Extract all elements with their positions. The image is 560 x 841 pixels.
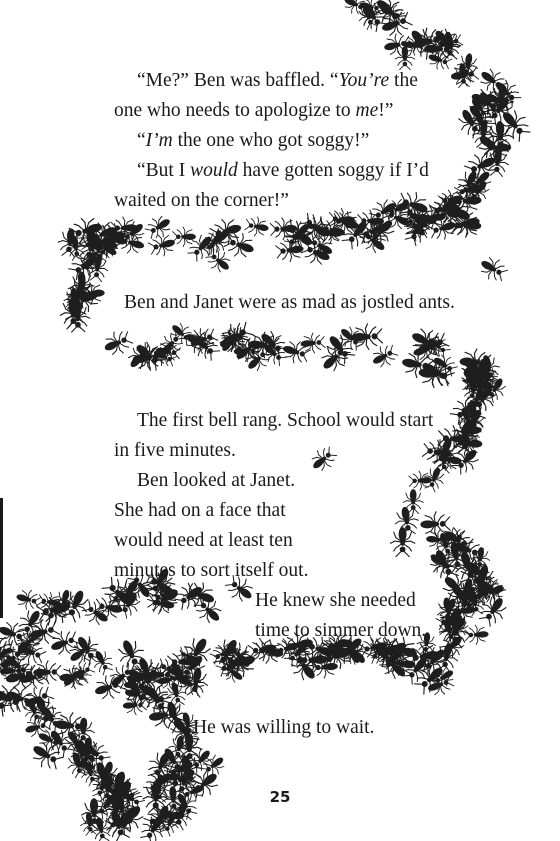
ant-icon bbox=[33, 660, 62, 684]
ant-icon bbox=[300, 332, 326, 354]
text-line: “But I would have gotten soggy if I’d bbox=[137, 160, 429, 181]
text-line: He knew she needed bbox=[255, 590, 416, 611]
ant-icon bbox=[476, 253, 510, 285]
ant-icon bbox=[393, 505, 420, 536]
text-line: would need at least ten bbox=[114, 530, 293, 551]
text-line: Ben and Janet were as mad as jostled ants. bbox=[124, 292, 455, 313]
text-line: minutes to sort itself out. bbox=[114, 560, 309, 581]
text-line: She had on a face that bbox=[114, 500, 286, 521]
text-line: in five minutes. bbox=[114, 440, 236, 461]
ant-icon bbox=[253, 638, 285, 666]
text-line: time to simmer down. bbox=[255, 620, 427, 641]
ant-icon bbox=[307, 443, 340, 475]
page-number: 25 bbox=[269, 788, 291, 806]
text-line: waited on the corner!” bbox=[114, 190, 289, 211]
ant-icon bbox=[390, 527, 414, 556]
ant-icon bbox=[465, 624, 489, 645]
ant-icon bbox=[187, 328, 223, 364]
text-line: one who needs to apologize to me!” bbox=[114, 100, 394, 121]
ant-icon bbox=[368, 341, 400, 371]
ant-icon bbox=[14, 587, 42, 612]
text-line: “Me?” Ben was baffled. “You’re the bbox=[137, 70, 418, 91]
ant-icon bbox=[143, 212, 175, 243]
page-edge bbox=[0, 498, 3, 618]
ant-icon bbox=[173, 227, 196, 246]
text-line: “I’m the one who got soggy!” bbox=[137, 130, 370, 151]
text-line: The first bell rang. School would start bbox=[137, 410, 434, 431]
ant-icon bbox=[88, 647, 116, 677]
ant-icon bbox=[351, 323, 383, 350]
ant-icon bbox=[244, 215, 270, 238]
text-line: Ben looked at Janet. bbox=[137, 470, 296, 491]
text-line: He was willing to wait. bbox=[193, 717, 375, 738]
ant-icon bbox=[100, 327, 134, 359]
